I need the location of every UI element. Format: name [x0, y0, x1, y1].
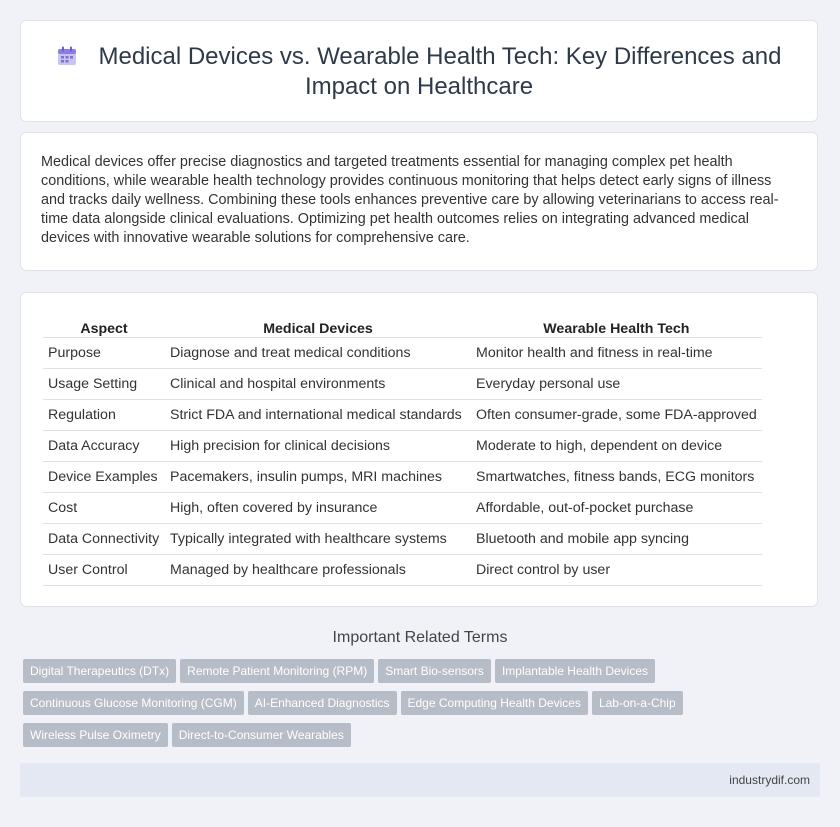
cell-aspect: Data Accuracy: [43, 431, 165, 462]
cell-aspect: Device Examples: [43, 462, 165, 493]
table-row: [43, 369, 762, 400]
comparison-card: [20, 292, 818, 607]
column-header-wearable-health-tech: Wearable Health Tech: [471, 313, 762, 338]
title-line-1: Medical Devices vs. Wearable Health Tech: Key Differences and: [98, 43, 782, 70]
cell-wearable-health-tech: Everyday personal use: [471, 369, 762, 400]
column-header-medical-devices: Medical Devices: [165, 313, 471, 338]
table-row: [43, 400, 762, 431]
cell-medical-devices: Pacemakers, insulin pumps, MRI machines: [165, 462, 471, 493]
cell-wearable-health-tech: Often consumer-grade, some FDA-approved: [471, 400, 762, 431]
page-title: [21, 42, 817, 102]
header-card: [20, 20, 818, 122]
related-term-tag[interactable]: Smart Bio-sensors: [378, 659, 491, 683]
related-term-tag[interactable]: Lab-on-a-Chip: [592, 691, 683, 715]
table-row: [43, 493, 762, 524]
cell-wearable-health-tech: Direct control by user: [471, 555, 762, 586]
related-term-tag[interactable]: Remote Patient Monitoring (RPM): [180, 659, 374, 683]
cell-wearable-health-tech: Bluetooth and mobile app syncing: [471, 524, 762, 555]
cell-wearable-health-tech: Moderate to high, dependent on device: [471, 431, 762, 462]
footer-site: industrydif.com: [729, 773, 810, 787]
table-row: [43, 555, 762, 586]
cell-medical-devices: High, often covered by insurance: [165, 493, 471, 524]
cell-aspect: Cost: [43, 493, 165, 524]
cell-aspect: Regulation: [43, 400, 165, 431]
related-term-tag[interactable]: Edge Computing Health Devices: [401, 691, 588, 715]
column-header-aspect: Aspect: [43, 313, 165, 338]
intro-paragraph: Medical devices offer precise diagnostics and targeted treatments essential for managing complex pet health conditions, while wearable health technology provides continuous monitoring that helps detect early signs of illness and tracks daily wellness. Combining these tools enhances preventive care by allowing veterinarians to access real-time data alongside clinical evaluations. Optimizing pet health outcomes relies on integrating advanced medical devices with innovative wearable solutions for comprehensive care.: [41, 154, 779, 246]
table-row: [43, 338, 762, 369]
cell-medical-devices: Typically integrated with healthcare systems: [165, 524, 471, 555]
cell-medical-devices: Clinical and hospital environments: [165, 369, 471, 400]
cell-aspect: User Control: [43, 555, 165, 586]
table-row: [43, 524, 762, 555]
table-header-row: [43, 313, 762, 338]
cell-medical-devices: Diagnose and treat medical conditions: [165, 338, 471, 369]
cell-medical-devices: Strict FDA and international medical standards: [165, 400, 471, 431]
related-term-tag[interactable]: Direct-to-Consumer Wearables: [172, 723, 351, 747]
title-line-2: Impact on Healthcare: [304, 73, 534, 100]
cell-medical-devices: Managed by healthcare professionals: [165, 555, 471, 586]
related-term-tag[interactable]: Implantable Health Devices: [495, 659, 655, 683]
related-term-tag[interactable]: AI-Enhanced Diagnostics: [248, 691, 397, 715]
intro-card: [20, 132, 818, 271]
related-terms-title: Important Related Terms: [332, 629, 508, 646]
table-row: [43, 462, 762, 493]
calendar-icon: [56, 45, 78, 67]
related-term-tag[interactable]: Wireless Pulse Oximetry: [23, 723, 168, 747]
cell-aspect: Usage Setting: [43, 369, 165, 400]
related-terms-list: [23, 659, 823, 755]
cell-aspect: Purpose: [43, 338, 165, 369]
table-row: [43, 431, 762, 462]
cell-wearable-health-tech: Smartwatches, fitness bands, ECG monitors: [471, 462, 762, 493]
cell-aspect: Data Connectivity: [43, 524, 165, 555]
related-term-tag[interactable]: Continuous Glucose Monitoring (CGM): [23, 691, 244, 715]
cell-wearable-health-tech: Affordable, out-of-pocket purchase: [471, 493, 762, 524]
footer: [20, 763, 820, 797]
related-term-tag[interactable]: Digital Therapeutics (DTx): [23, 659, 176, 683]
cell-medical-devices: High precision for clinical decisions: [165, 431, 471, 462]
cell-wearable-health-tech: Monitor health and fitness in real-time: [471, 338, 762, 369]
comparison-table: [43, 313, 762, 586]
